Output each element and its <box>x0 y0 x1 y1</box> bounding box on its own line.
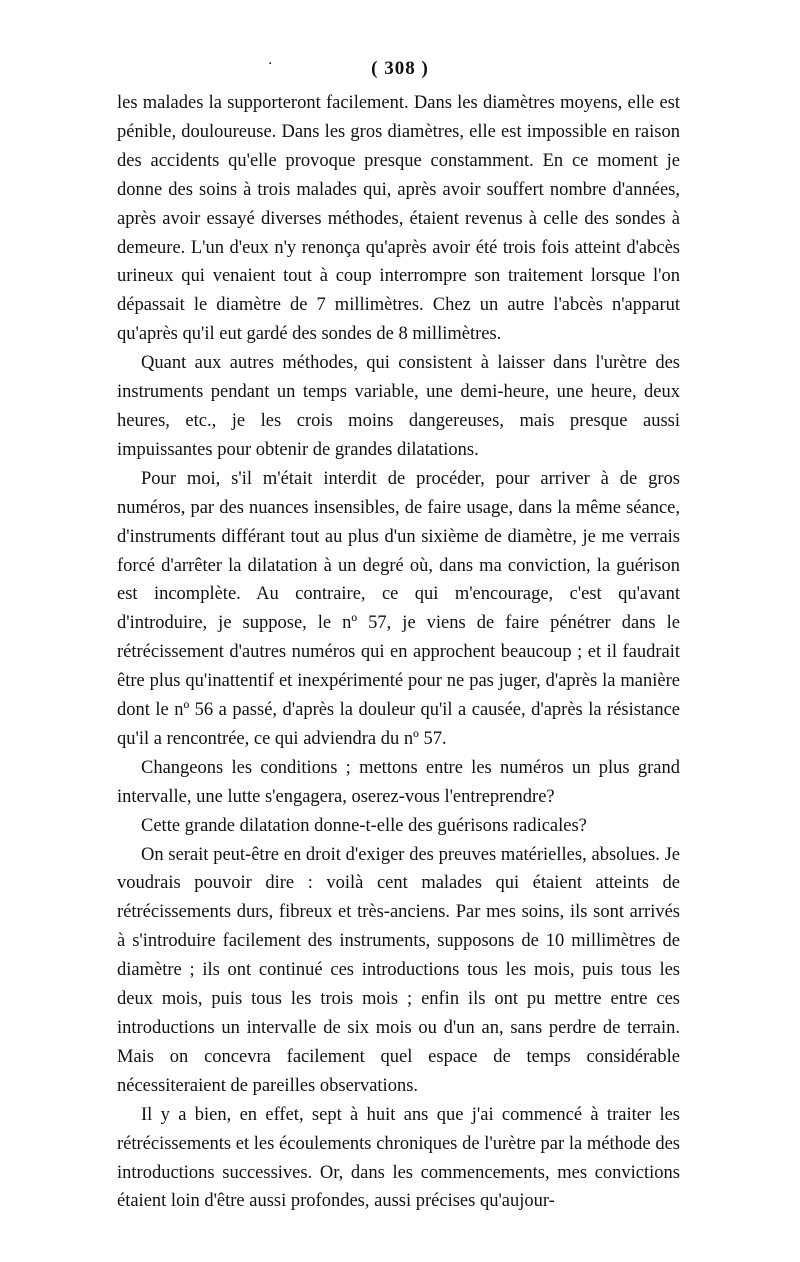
paragraph-question: Cette grande dilatation donne-t-elle des guérisons radicales? <box>141 815 587 836</box>
stray-ink-mark: · <box>268 56 273 72</box>
paragraph-continued: les malades la supporteront facilement. Dans les diamètres moyens, elle est pénible, douloureuse. Dans les gros diamètres, elle est impossible en raison des accidents qu'elle provoque presque constamment. En ce moment je donne des soins à trois malades qui, après avoir souffert nombre d'années, après avoir essayé diverses méthodes, étaient revenus à celle des sondes à demeure. L'un d'eux n'y renonça qu'après avoir été trois fois atteint d'abcès urineux qui venaient tout à coup interrompre son traitement lorsque l'on dépassait le diamètre de 7 millimètres. Chez un autre l'abcès n'apparut qu'après qu'il eut gardé des sondes de 8 millimètres. <box>117 93 680 345</box>
paragraph-conditions: Changeons les conditions ; mettons entre les numéros un plus grand intervalle, une lutte s'engagera, oserez-vous l'entreprendre? <box>117 757 680 807</box>
paragraph-procedure: Pour moi, s'il m'était interdit de procéder, pour arriver à de gros numéros, par des nuances insensibles, de faire usage, dans la même séance, d'instruments différant tout au plus d'un sixième de diamètre, je me verrais forcé d'arrêter la dilatation à un degré où, dans ma conviction, la guérison est incomplète. Au contraire, ce qui m'encourage, c'est qu'avant d'introduire, je suppose, le nº 57, je viens de faire pénétrer dans le rétrécissement d'autres numéros qui en approchent beaucoup ; et il faudrait être plus qu'inattentif et inexpérimenté pour ne pas juger, d'après la manière dont le nº 56 a passé, d'après la douleur qu'il a causée, d'après la résistance qu'il a rencontrée, ce qui adviendra du nº 57. <box>117 468 680 749</box>
page-number: ( 308 ) <box>371 58 429 79</box>
paragraph-proofs: On serait peut-être en droit d'exiger des preuves matérielles, absolues. Je voudrais pouvoir dire : voilà cent malades qui étaient atteints de rétrécissements durs, fibreux et très-anciens. Par mes soins, ils sont arrivés à s'introduire facilement des instruments, supposons de 10 millimètres de diamètre ; ils ont continué ces introductions tous les mois, puis tous les deux mois, puis tous les trois mois ; enfin ils ont pu mettre entre ces introductions un intervalle de six mois ou d'un an, sans perdre de terrain. Mais on concevra facilement quel espace de temps considérable nécessiteraient de pareilles observations. <box>117 844 680 1096</box>
body-text <box>117 89 680 1216</box>
paragraph-methods: Quant aux autres méthodes, qui consistent à laisser dans l'urètre des instruments pendant un temps variable, une demi-heure, une heure, deux heures, etc., je les crois moins dangereuses, mais presque aussi impuissantes pour obtenir de grandes dilatations. <box>117 353 680 460</box>
paragraph-experience: Il y a bien, en effet, sept à huit ans que j'ai commencé à traiter les rétrécissements et les écoulements chroniques de l'urètre par la méthode des introductions successives. Or, dans les commencements, mes convictions étaient loin d'être aussi profondes, aussi précises qu'aujour- <box>117 1104 680 1212</box>
